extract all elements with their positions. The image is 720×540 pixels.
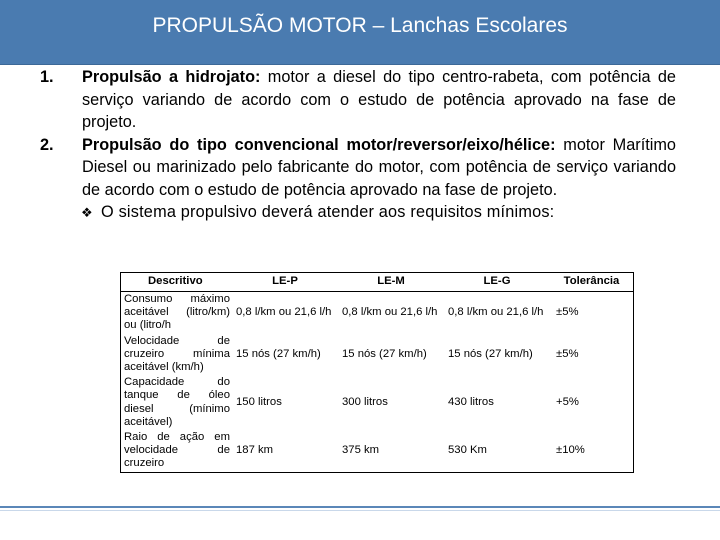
- table-cell-descritivo: Capacidade do tanque de óleo diesel (mínimo aceitável): [124, 376, 230, 428]
- table-header-cell: Tolerância: [550, 273, 634, 292]
- table-cell-tolerance: ±5%: [556, 306, 579, 319]
- table-header-cell: Descritivo: [121, 273, 233, 292]
- table-cell: 530 Km: [448, 444, 487, 457]
- table-header-cell: LE-P: [232, 273, 338, 292]
- diamond-bullet-icon: ❖: [81, 205, 93, 220]
- table-header-cell: LE-G: [444, 273, 550, 292]
- list-item-text: motor a diesel do tipo centro-rabeta, com potência de serviço variando de acordo com o estudo de potência aprovado na fase de projeto.: [82, 68, 676, 131]
- table-row: [121, 334, 634, 376]
- list-number: 1.: [40, 68, 54, 86]
- table-cell-tolerance: ±5%: [556, 347, 579, 360]
- table-cell: 430 litros: [448, 396, 494, 409]
- sub-bullet: [40, 201, 676, 224]
- sub-bullet-text: O sistema propulsivo deverá atender aos requisitos mínimos:: [101, 203, 555, 221]
- table-cell: 15 nós (27 km/h): [342, 347, 427, 360]
- table-cell: 300 litros: [342, 396, 388, 409]
- table-cell-descritivo: Raio de ação em velocidade de cruzeiro: [124, 431, 230, 470]
- table-cell: 15 nós (27 km/h): [448, 347, 533, 360]
- table-cell: 0,8 l/km ou 21,6 l/h: [448, 306, 544, 319]
- content-body: [40, 66, 676, 224]
- list-number: 2.: [40, 135, 54, 154]
- table-header-row: [121, 273, 634, 292]
- table-cell-descritivo: Velocidade de cruzeiro mínima aceitável (km/h): [124, 334, 230, 374]
- table-row: [121, 375, 634, 430]
- title-bar: [0, 0, 720, 65]
- table-cell: 15 nós (27 km/h): [236, 347, 321, 360]
- table-cell: 0,8 l/km ou 21,6 l/h: [342, 306, 438, 319]
- list-item: [40, 134, 676, 202]
- table-cell: 187 km: [236, 444, 274, 457]
- table-cell-descritivo: Consumo máximo aceitável (litro/km) ou (litro/h: [124, 293, 230, 332]
- table-row: [121, 292, 634, 334]
- footer-divider: [0, 506, 720, 508]
- table-cell: 0,8 l/km ou 21,6 l/h: [236, 306, 332, 319]
- list-item-lead: Propulsão a hidrojato:: [82, 68, 261, 86]
- table-cell: 375 km: [342, 444, 380, 457]
- table-cell-tolerance: +5%: [556, 396, 579, 409]
- requirements-table: [120, 272, 634, 473]
- list-item-lead: Propulsão do tipo convencional motor/reversor/eixo/hélice:: [82, 135, 556, 154]
- footer-divider-light: [0, 510, 720, 511]
- list-item-text: motor Marítimo Diesel ou marinizado pelo fabricante do motor, com potência de serviço variando de acordo com o estudo de potência aprovado na fase de projeto.: [82, 135, 676, 199]
- table-row: [121, 430, 634, 472]
- table-cell: 150 litros: [236, 396, 282, 409]
- list-item: [40, 66, 676, 134]
- page-title: PROPULSÃO MOTOR – Lanchas Escolares: [152, 14, 568, 37]
- table-header-cell: LE-M: [338, 273, 444, 292]
- table-cell-tolerance: ±10%: [556, 444, 585, 457]
